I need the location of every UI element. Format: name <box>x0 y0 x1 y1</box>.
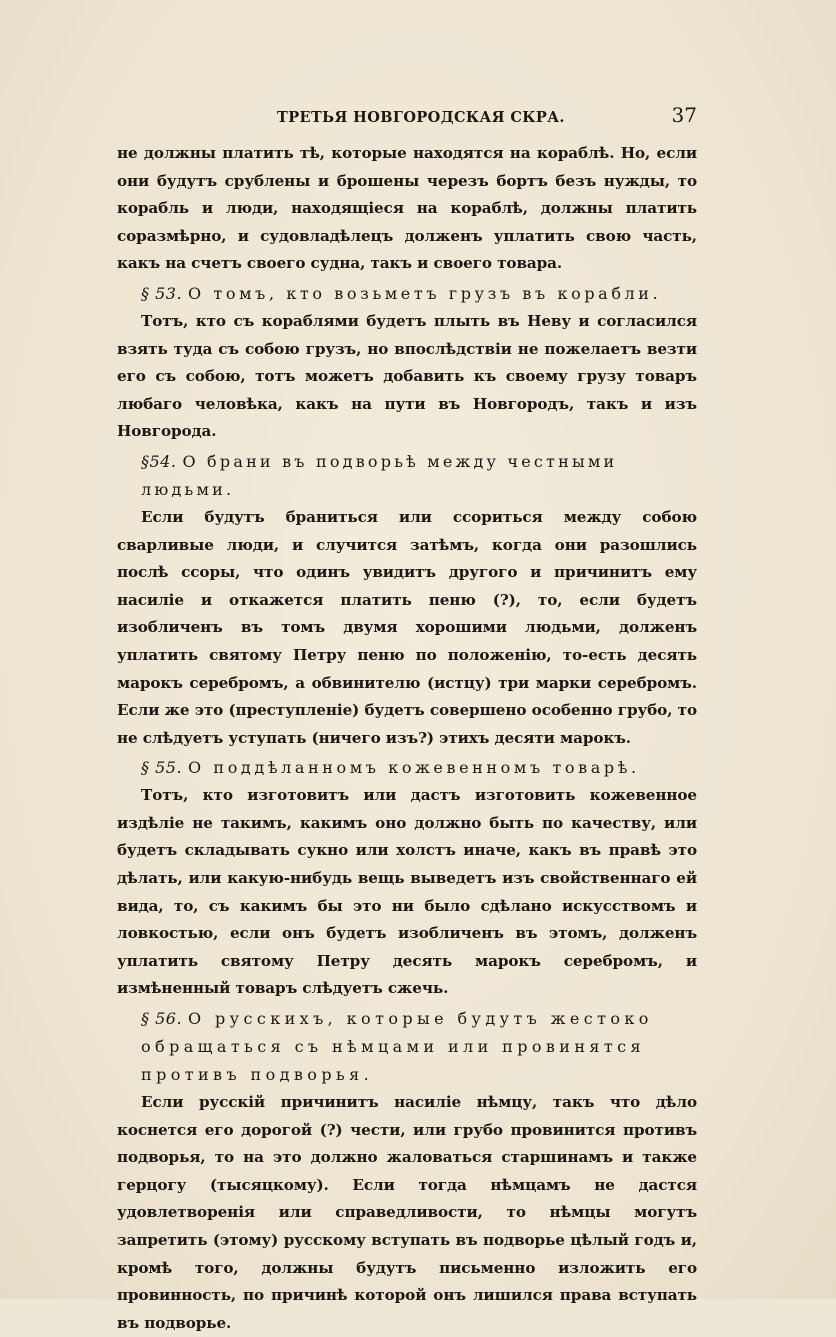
section-title: О брани въ подворьѣ между честными людьми. <box>141 451 618 499</box>
paragraph-section-53: Тотъ, кто съ кораблями будетъ плыть въ Неву и согласился взять туда съ собою грузъ, но впослѣдствіи не пожелаетъ везти его съ собою, тотъ можетъ добавить къ своему грузу товаръ любаго человѣка, какъ на пути въ Новгородъ, такъ и изъ Новгорода. <box>117 311 697 441</box>
section-number: § 53. <box>141 283 183 303</box>
section-heading-56 <box>117 1005 697 1089</box>
section-title: О томъ, кто возьметъ грузъ въ корабли. <box>188 283 662 303</box>
page-number: 37 <box>671 103 697 127</box>
page-header <box>117 103 697 135</box>
section-heading-53 <box>117 280 697 308</box>
section-number: § 55. <box>141 758 183 778</box>
paragraph-section-54: Если будутъ браниться или ссориться между собою сварливые люди, и случится затѣмъ, когда они разошлись послѣ ссоры, что одинъ увидитъ другого и причинитъ ему насиліе и откажется платить пеню (?), то, если будетъ изобличенъ въ томъ двумя хорошими людьми, долженъ уплатить святому Петру пеню по положенію, то-есть десять марокъ серебромъ, а обвинителю (истцу) три марки серебромъ. Если же это (преступленіе) будетъ совершено особенно грубо, то не слѣдуетъ уступать (ничего изъ?) этихъ десяти марокъ. <box>117 507 697 747</box>
paragraph-section-55: Тотъ, кто изготовитъ или дастъ изготовить кожевенное издѣліе не такимъ, какимъ оно должно быть по качеству, или будетъ складывать сукно или холстъ иначе, какъ въ правѣ это дѣлать, или какую-нибудь вещь выведетъ изъ свойственнаго ей вида, то, съ какимъ бы это ни было сдѣлано искусствомъ и ловкостью, если онъ будетъ изобличенъ въ этомъ, долженъ уплатить святому Петру десять марокъ серебромъ, и измѣненный товаръ слѣдуетъ сжечь. <box>117 786 697 998</box>
body-text <box>117 140 697 1337</box>
section-number: § 56. <box>141 1009 183 1029</box>
paragraph-continued: не должны платить тѣ, которые находятся на кораблѣ. Но, если они будутъ срублены и брошены черезъ бортъ безъ нужды, то корабль и люди, находящіеся на кораблѣ, должны платить соразмѣрно, и судовладѣлецъ долженъ уплатить свою часть, какъ на счетъ своего судна, такъ и своего товара. <box>117 144 697 273</box>
section-heading-54 <box>117 448 697 504</box>
section-title: О поддѣланномъ кожевенномъ товарѣ. <box>188 758 640 778</box>
section-number: §54. <box>141 451 177 471</box>
running-title: ТРЕТЬЯ НОВГОРОДСКАЯ СКРА. <box>277 109 565 126</box>
paragraph-section-56: Если русскій причинитъ насиліе нѣмцу, такъ что дѣло коснется его дорогой (?) чести, или грубо провинится противъ подворья, то на это должно жаловаться старшинамъ и также герцогу (тысяцкому). Если тогда нѣмцамъ не дастся удовлетворенія или справедливости, то нѣмцы могутъ запретить (этому) русскому вступать въ подворье цѣлый годъ и, кромѣ того, должны будутъ письменно изложить его провинность, по причинѣ которой онъ лишился права вступать въ подворье. <box>117 1093 697 1332</box>
section-title: О русскихъ, которые будутъ жестоко обращаться съ нѣмцами или провинятся противъ подворья. <box>141 1009 653 1085</box>
section-heading-55 <box>117 754 697 782</box>
